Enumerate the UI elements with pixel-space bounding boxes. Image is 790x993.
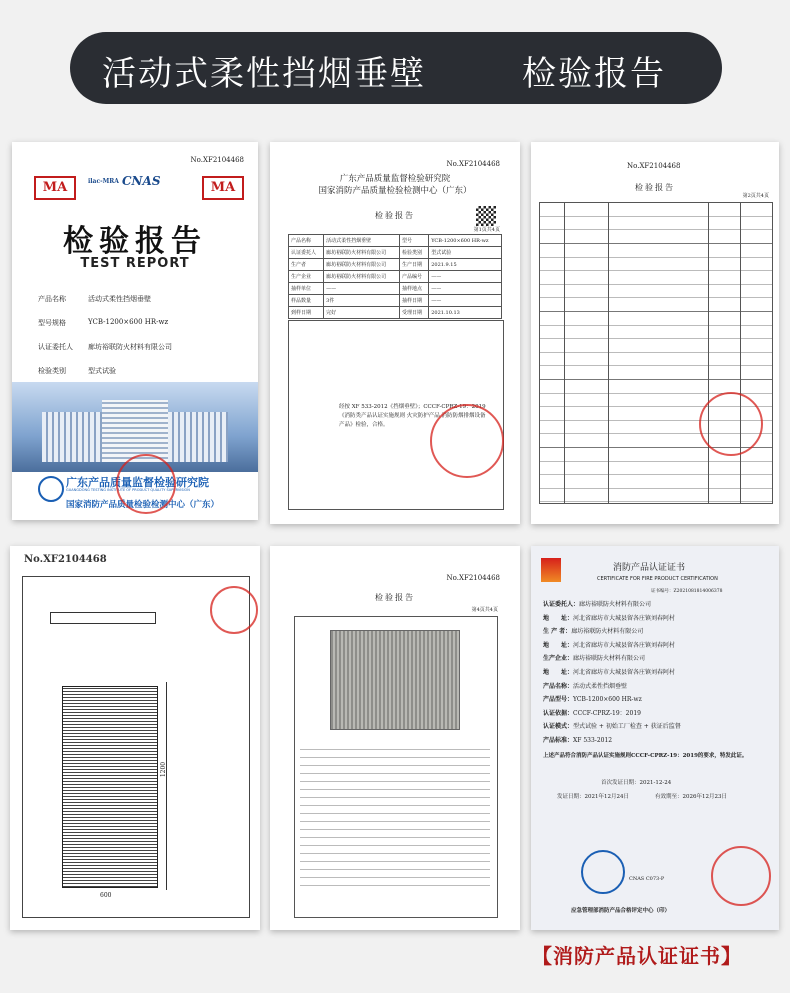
- report-page-4[interactable]: [270, 546, 520, 930]
- report-number: No.XF2104468: [190, 156, 244, 164]
- cnas-code: CNAS C073-P: [629, 876, 665, 882]
- text-lines: [300, 742, 490, 892]
- page-number: 第1页共4页: [473, 227, 500, 233]
- issuer: 应急管理部消防产品合格评定中心（印）: [571, 908, 671, 914]
- conclusion-text: 经按 XF 533-2012《挡烟垂壁》；CCCF-CPRZ-19：2019《消防类产品认证实施规则 火灾防护产品 消防防烟排烟设备产品》检验，合格。: [339, 404, 486, 428]
- dimension-width: 600: [100, 892, 112, 899]
- top-bar-drawing: [50, 612, 156, 624]
- banner-subtitle: 检验报告: [522, 54, 666, 94]
- cover-fields: 产品名称 活动式柔性挡烟垂壁 型号规格 YCB-1200×600 HR-wz 认证委托人 廊坊裕联防火材料有限公司 检验类别 型式试验: [38, 295, 172, 375]
- cma-logo-right: MA: [202, 176, 244, 200]
- report-number: No.XF2104468: [446, 574, 500, 582]
- red-stamp-icon: [116, 454, 176, 514]
- institute-name: 广东产品质量监督检验研究院: [66, 476, 209, 489]
- red-stamp-icon: [699, 392, 763, 456]
- fire-logo-icon: [541, 558, 561, 582]
- report-number: No.XF2104468: [627, 162, 681, 170]
- center-name: 国家消防产品质量检验检测中心（广东）: [66, 500, 220, 510]
- page-number: 第2页共4页: [742, 193, 769, 199]
- certificate-number: 证书编号：Z2021081814006378: [651, 589, 723, 594]
- certificate-title-en: CERTIFICATE FOR FIRE PRODUCT CERTIFICATION: [597, 576, 718, 582]
- cnas-logo: CNAS: [122, 174, 161, 188]
- banner-title: 活动式柔性挡烟垂壁: [102, 54, 426, 94]
- ilac-logo: ilac-MRA: [88, 178, 119, 185]
- red-stamp-icon: [711, 846, 771, 906]
- header-banner: [70, 32, 722, 104]
- red-stamp-icon: [210, 586, 258, 634]
- page-title: 检验报告: [375, 593, 415, 602]
- info-table: 产品名称 活动式柔性挡烟垂壁 型号 YCB-1200×600 HR-wz 认证委托人 廊坊裕联防火材料有限公司 检验类别 型式试验 生产者 廊坊裕联防火材料有限公司 生产日期 2021.9.15 生产企业 廊坊裕联防火材料有限公司 产品编号 —— 抽样单位 —— 抽样地点 —— 样品数量 3件 抽样日期 —— 到样日期 完好 受理日期 2021.10.13: [288, 234, 502, 319]
- report-title: 检验报告: [63, 224, 207, 259]
- report-page-2[interactable]: [531, 142, 779, 524]
- report-title-en: TEST REPORT: [80, 256, 190, 271]
- cma-logo: MA: [34, 176, 76, 200]
- institute-name-en: GUANGDONG TESTING INSTITUTE OF PRODUCT QUALITY SUPERVISION: [66, 488, 190, 492]
- expire-date: 有效期至：2026年12月23日: [655, 794, 727, 800]
- dimension-height: 1200: [160, 761, 168, 778]
- certificate-caption: 【消防产品认证证书】: [532, 944, 742, 968]
- red-stamp-icon: [430, 404, 504, 478]
- first-issue-date: 首次发证日期：2021-12-24: [601, 780, 672, 786]
- report-number: No.XF2104468: [24, 554, 107, 565]
- page-title: 检验报告: [375, 211, 415, 220]
- report-page-1[interactable]: [270, 142, 520, 524]
- dimension-line: [166, 682, 167, 890]
- results-table: [539, 202, 773, 504]
- certificate-fields: 认证委托人：廊坊裕联防火材料有限公司 地 址：河北省廊坊市大城县留各庄镇刘春阿村 生 产 者：廊坊裕联防火材料有限公司 地 址：河北省廊坊市大城县留各庄镇刘春阿村 生产企业：廊坊裕联防火材料有限公司 地 址：河北省廊坊市大城县留各庄镇刘春阿村 产品名称：活动式柔性挡烟垂壁 产品型号：YCB-1200×600 HR-wz 认证依据：CCCF-CPRZ-19：2019 认证模式：型式试验 + 初始工厂检查 + 获证后监督 产品标准：XF 533-2012: [543, 601, 681, 744]
- issue-date: 发证日期：2021年12月24日: [557, 794, 629, 800]
- center-name: 国家消防产品质量检验检测中心（广东）: [318, 186, 472, 196]
- institute-logo-icon: [38, 476, 64, 502]
- curtain-drawing: [62, 686, 158, 888]
- certificate-statement: 上述产品符合消防产品认证实施规则CCCF-CPRZ-19：2019的要求，特发此证。: [543, 753, 748, 759]
- certificate-title: 消防产品认证证书: [613, 563, 686, 573]
- drawing-page[interactable]: [10, 546, 260, 930]
- report-number: No.XF2104468: [446, 160, 500, 168]
- report-cover[interactable]: [12, 142, 258, 520]
- cnas-logo-icon: [581, 850, 625, 894]
- product-photo: [330, 630, 460, 730]
- page-number: 第4页共4页: [471, 607, 498, 613]
- org-name: 广东产品质量监督检验研究院: [339, 174, 451, 184]
- certificate[interactable]: [531, 546, 779, 930]
- page-title: 检验报告: [635, 183, 675, 192]
